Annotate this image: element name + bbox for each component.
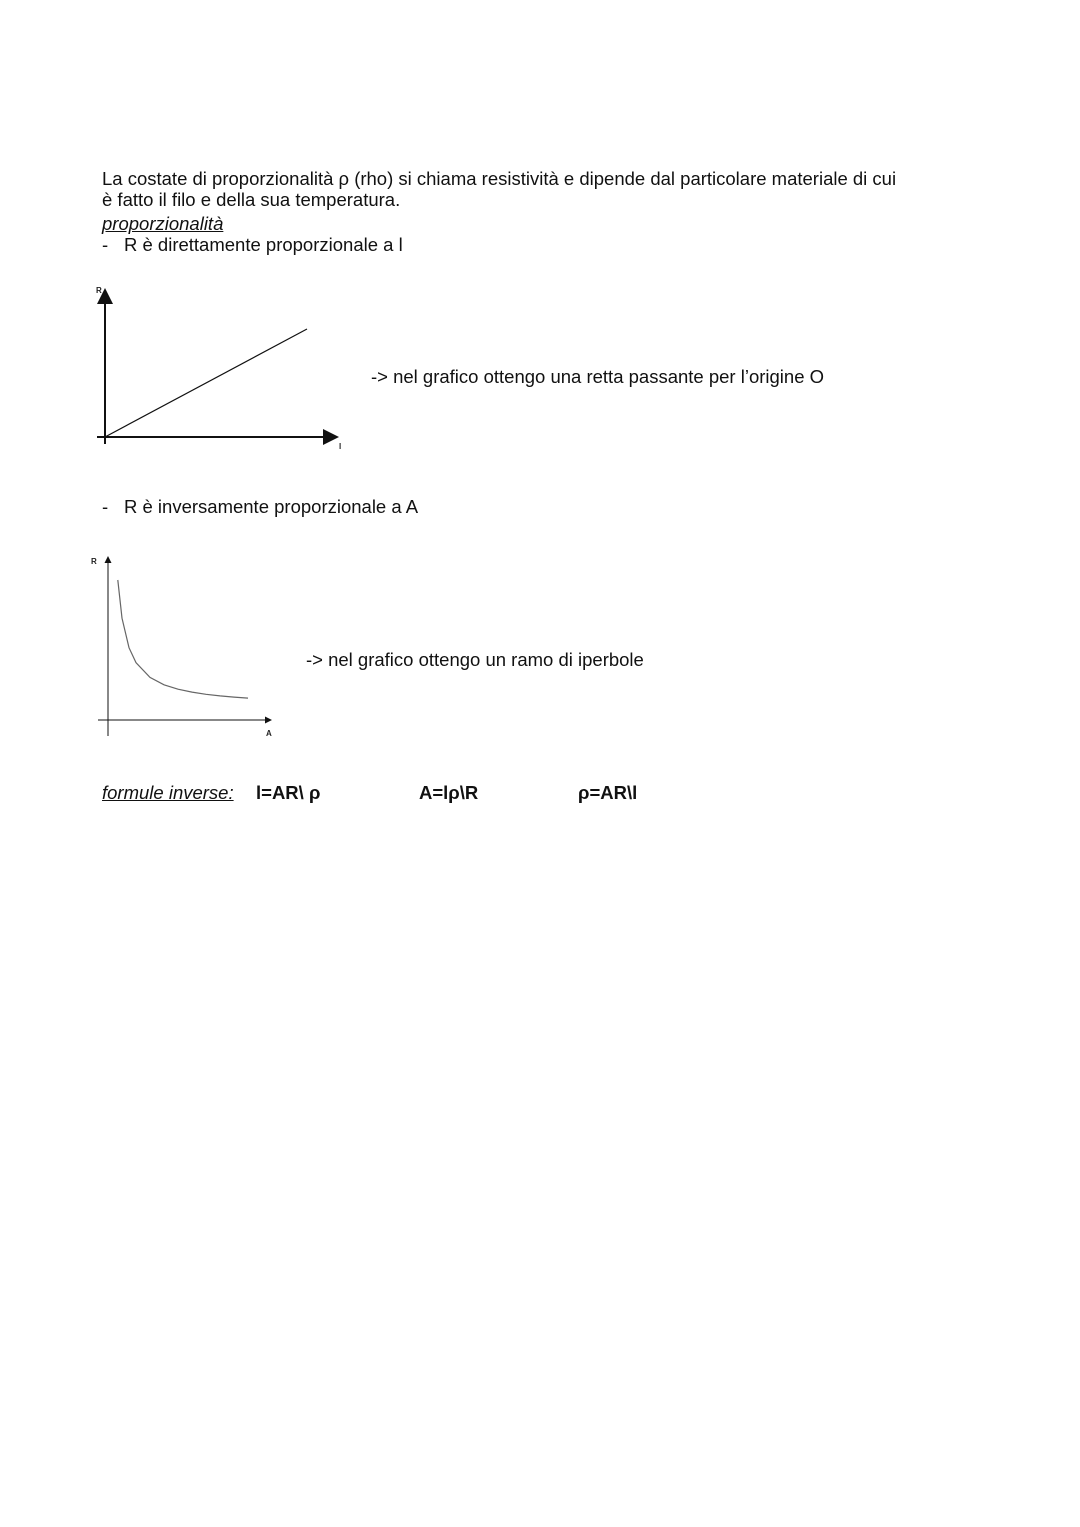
- bullet-item-direct: [102, 234, 403, 256]
- note-linear: -> nel grafico ottengo una retta passante per l’origine O: [371, 366, 825, 387]
- bullet-text-inverse: R è inversamente proporzionale a A: [124, 496, 419, 517]
- graph-hyperbola-x-label: A: [266, 729, 272, 738]
- bullet-text-direct: R è direttamente proporzionale a l: [124, 234, 403, 255]
- graph-hyperbola-y-label: R: [91, 557, 97, 566]
- intro-paragraph: [102, 168, 1002, 210]
- intro-line-1: La costate di proporzionalità ρ (rho) si chiama resistività e dipende dal particolare materiale di cui: [102, 168, 897, 189]
- graph-hyperbola: [88, 552, 288, 742]
- bullet-dash: -: [102, 234, 109, 255]
- formula-row: [102, 782, 638, 804]
- formula-l: l=AR\ ρ: [256, 782, 321, 803]
- intro-line-2: è fatto il filo e della sua temperatura.: [102, 189, 401, 210]
- section-heading: proporzionalità: [102, 213, 224, 234]
- formula-label: formule inverse:: [102, 782, 234, 803]
- bullet-item-inverse: [102, 496, 418, 518]
- graph-linear-series: [105, 329, 307, 437]
- graph-linear-x-label: l: [339, 442, 342, 451]
- formula-a: A=lρ\R: [419, 782, 479, 803]
- note-hyperbola: -> nel grafico ottengo un ramo di iperbole: [306, 649, 644, 670]
- graph-hyperbola-series: [118, 580, 248, 698]
- graph-linear-y-label: R: [96, 286, 102, 295]
- formula-rho: ρ=AR\l: [578, 782, 638, 803]
- graph-linear: [88, 284, 358, 454]
- bullet-dash: -: [102, 496, 109, 517]
